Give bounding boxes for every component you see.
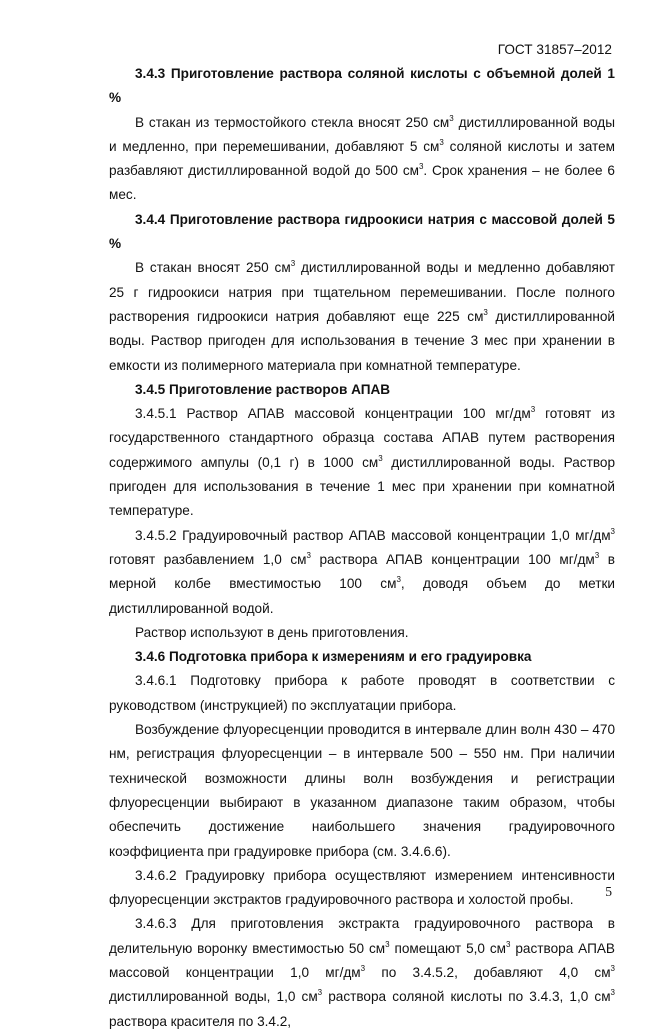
section-heading: 3.4.5 Приготовление растворов АПАВ bbox=[135, 381, 391, 397]
section-heading: 3.4.4 Приготовление раствора гидроокиси натрия с массовой долей 5 % bbox=[109, 211, 615, 252]
paragraph: В стакан вносят 250 $см^3$ дистиллированной воды и медленно добавляют 25 г гидроокиси натрия при тщательном перемешивании. После полного растворения гидроокиси натрия добавляют еще 225 $см^3$ дистиллированной воды. Раствор пригоден для использования в течение 3 мес при хранении в емкости из полимерного материала при комнатной температуре. bbox=[109, 259, 615, 373]
paragraph: Раствор используют в день приготовления. bbox=[135, 624, 409, 640]
paragraph: Возбуждение флуоресценции проводится в интервале длин волн 430 – 470 нм, регистрация флуоресценции – в интервале 500 – 550 нм. При наличии технической возможности длины волн возбуждения и регистрации флуоресценции выбирают в указанном диапазоне таким образом, чтобы обеспечить достижение наибольшего значения градуировочного коэффициента при градуировке прибора (см. 3.4.6.6). bbox=[109, 722, 615, 859]
page-number: 5 bbox=[605, 884, 612, 899]
document-body bbox=[109, 62, 615, 1034]
paragraph: 3.4.6.1 Подготовку прибора к работе проводят в соответствии с руководством (инструкцией) по эксплуатации прибора. bbox=[109, 673, 615, 713]
paragraph: 3.4.6.3 Для приготовления экстракта градуировочного раствора в делительную воронку вместимостью 50 $см^3$ помещают 5,0 $см^3$ раствора АПАВ массовой концентрации 1,0 $мг/дм^3$ по 3.4.5.2, добавляют 4,0 $см^3$ дистиллированной воды, 1,0 $см^3$ раствора соляной кислоты по 3.4.3, 1,0 $см^3$ раствора красителя по 3.4.2, bbox=[109, 916, 615, 1029]
paragraph: 3.4.5.2 Градуировочный раствор АПАВ массовой концентрации 1,0 $мг/дм^3$ готовят разбавлением 1,0 $см^3$ раствора АПАВ концентрации 100 $мг/дм^3$ в мерной колбе вместимостью 100 $см^3$, доводя объем до метки дистиллированной водой. bbox=[109, 526, 616, 616]
section-heading: 3.4.3 Приготовление раствора соляной кислоты с объемной долей 1 % bbox=[109, 66, 615, 106]
paragraph: 3.4.6.2 Градуировку прибора осуществляют измерением интенсивности флуоресценции экстрактов градуировочного раствора и холостой пробы. bbox=[109, 867, 615, 908]
paragraph: 3.4.5.1 Раствор АПАВ массовой концентрации 100 $мг/дм^3$ готовят из государственного стандартного образца состава АПАВ путем растворения содержимого ампулы (0,1 г) в 1000 $см^3$ дистиллированной воды. Раствор пригоден для использования в течение 1 мес при хранении при комнатной температуре. bbox=[109, 405, 616, 519]
paragraph: В стакан из термостойкого стекла вносят 250 $см^3$ дистиллированной воды и медленно, при перемешивании, добавляют 5 $см^3$ соляной кислоты и затем разбавляют дистиллированной водой до 500 $см^3$. Срок хранения – не более 6 мес. bbox=[109, 113, 615, 203]
section-heading: 3.4.6 Подготовка прибора к измерениям и его градуировка bbox=[135, 649, 532, 665]
document-code: ГОСТ 31857–2012 bbox=[497, 42, 612, 57]
